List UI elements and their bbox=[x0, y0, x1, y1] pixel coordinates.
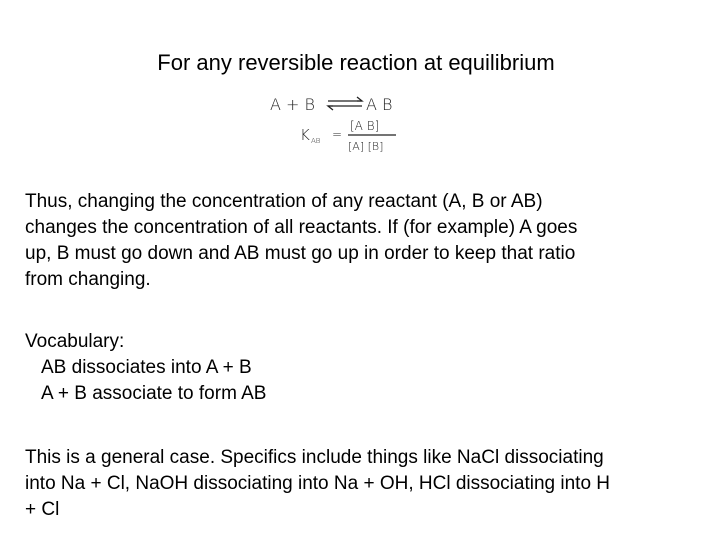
text-line: Thus, changing the concentration of any reactant (A, B or AB) bbox=[25, 191, 543, 212]
k-subscript: AB bbox=[311, 137, 321, 145]
fraction-denominator: [A] [B] bbox=[348, 140, 384, 153]
equals-sign: = bbox=[332, 127, 343, 141]
fraction-numerator: [A B] bbox=[350, 119, 380, 133]
text-line: + Cl bbox=[25, 499, 60, 520]
vocabulary-item: AB dissociates into A + B bbox=[41, 357, 252, 378]
equilibrium-arrow-icon bbox=[328, 97, 362, 110]
vocabulary-section bbox=[25, 329, 705, 407]
vocabulary-heading: Vocabulary: bbox=[25, 331, 125, 352]
vocabulary-item: A + B associate to form AB bbox=[41, 383, 267, 404]
equation-drawing bbox=[262, 88, 412, 160]
reaction-reactants: A + B bbox=[270, 95, 315, 114]
text-line: up, B must go down and AB must go up in order to keep that ratio bbox=[25, 243, 576, 264]
text-line: into Na + Cl, NaOH dissociating into Na + OH, HCl dissociating into H bbox=[25, 473, 611, 494]
text-line: This is a general case. Specifics include things like NaCl dissociating bbox=[25, 447, 604, 468]
k-symbol: K bbox=[300, 126, 310, 144]
explanation-paragraph bbox=[25, 189, 705, 293]
examples-paragraph bbox=[25, 445, 705, 523]
text-line: changes the concentration of all reactants. If (for example) A goes bbox=[25, 217, 578, 238]
text-line: from changing. bbox=[25, 269, 151, 290]
reaction-product: A B bbox=[366, 95, 393, 114]
equilibrium-equation-image bbox=[262, 88, 412, 160]
slide-title: For any reversible reaction at equilibrium bbox=[157, 50, 555, 75]
